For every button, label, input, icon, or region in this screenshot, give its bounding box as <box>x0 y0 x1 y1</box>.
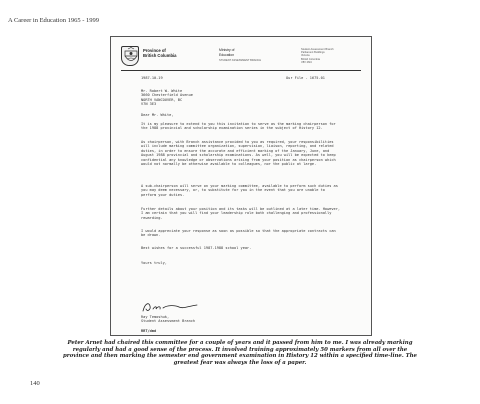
recipient-line: Mr. Robert W. White <box>141 89 183 93</box>
signer-title: Student Assessment Branch <box>141 319 196 324</box>
page-number: 140 <box>30 380 40 387</box>
address-line3: Victoria <box>301 54 310 58</box>
typist-initials: RRT/dmd <box>141 329 157 333</box>
handwritten-signature-icon <box>141 300 201 314</box>
signer-name: Ray Temoshuk, <box>141 315 170 319</box>
recipient-line: V7N 3E3 <box>141 102 157 107</box>
closing: Yours truly, <box>141 261 167 265</box>
org-name-line1: Province of <box>143 48 166 53</box>
body-paragraph: Further details about your position and its tasks will be outlined at a later time. However, I am certain that you will find your leadership role both challenging and professionally rewarding. <box>141 207 341 220</box>
salutation: Dear Mr. White, <box>141 113 174 117</box>
address-line2: Parliament Buildings <box>301 51 325 55</box>
address-line5: V8V 2M4 <box>301 60 312 64</box>
bc-crest-icon <box>121 46 139 66</box>
body-paragraph: A sub-chairperson will serve on your marking committee, available to perform such duties as you may deem necessary, or, to substitute for you in the event that you are unable to perform your duties. <box>141 184 338 197</box>
letterhead-rule <box>121 70 361 71</box>
body-paragraph: Best wishes for a successful 1987-1988 school year. <box>141 246 252 250</box>
body-paragraph: As chairperson, with Branch assistance provided to you as required, your responsibilities will include marking committee organization, supervision, liaison, reporting, and related duties, in order to ensure the accurate and efficient marking of the January, June, and August 1988 provincial and scholarship examinations. As well, you will be expected to keep confidential any knowledge or observations arising from your position as chairperson which would not normally be otherwise available to colleagues, nor the public at large. <box>141 140 336 167</box>
address-line1: Student Assessment Branch <box>301 48 334 51</box>
recipient-line: NORTH VANCOUVER, BC <box>141 97 183 102</box>
ministry-line2: Education <box>219 52 235 57</box>
letter-date: 1987-10-19 <box>141 76 163 80</box>
ministry-line1: Ministry of <box>219 48 235 52</box>
ministry-branch-small: STUDENT ASSESSMENT BRANCH <box>219 59 262 62</box>
org-name-line2: British Columbia <box>143 53 177 58</box>
letter-scan <box>110 36 372 336</box>
file-reference: Our File - 1675-01 <box>286 76 325 80</box>
recipient-line: 3660 Chesterfield Avenue <box>141 93 193 98</box>
address-line4: British Columbia <box>301 57 320 61</box>
body-paragraph: It is my pleasure to extend to you this invitation to serve as the marking chairperson for the 1988 provincial and scholarship examination series in the subject of History 12. <box>141 122 336 131</box>
running-head: A Career in Education 1965 - 1999 <box>8 17 99 24</box>
photo-caption: Peter Arnet had chaired this committee for a couple of years and it passed from him to me. I was already marking regularly and had a good sense of the process. It involved training approximately 50 markers from all over the province and then marking the semester end government examination in History 12 within a specified time-line. The greatest fear was always the loss of a paper. <box>63 340 417 366</box>
body-paragraph: I would appreciate your response as soon as possible so that the appropriate contracts can be drawn. <box>141 229 336 238</box>
